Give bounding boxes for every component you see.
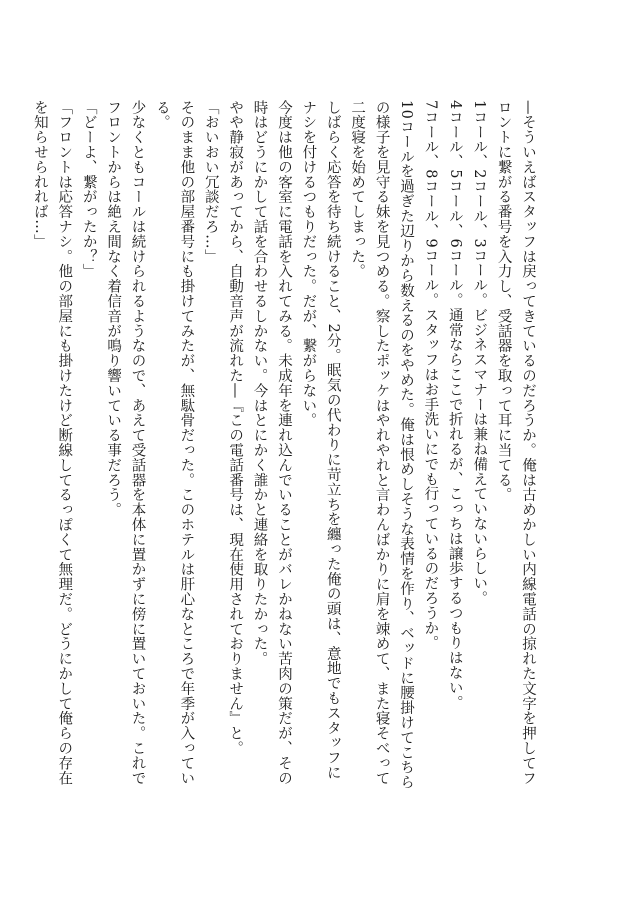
paragraph-8: やや静寂があってから、自動音声が流れた―『この電話番号は、現在使用されておりません』と。	[227, 100, 244, 756]
paragraph-3: 4コール、5コール、6コール。通常ならここで折れるが、こっちは譲歩するつもりはない。	[446, 100, 463, 710]
paragraph-5: 10コールを過ぎた辺りから数えるのをやめた。俺は恨めしそうな表情を作り、ベッドに腰掛けてこちらの様子を見守る妹を見つめる。察したポッケはやれやれと言わんばかりに肩を竦めて、また寝そべって二度寝を始めてしまった。	[349, 100, 414, 790]
paragraph-2: 1コール、2コール、3コール。ビジネスマナーは兼ね備えていないらしい。	[471, 100, 488, 606]
paragraph-6: しばらく応答を待ち続けること、2分。眠気の代わりに苛立ちを纏った俺の頭は、意地でもスタッフにナシを付けるつもりだった。だが、繋がらない。	[300, 100, 341, 781]
paragraph-9: 「おいおい冗談だろ…」	[202, 100, 219, 264]
paragraph-12: 「どーよ、繋がったか？」	[80, 100, 97, 279]
vertical-text-body	[27, 100, 540, 790]
paragraph-1: —そういえばスタッフは戻ってきているのだろうか。俺は古めかしい内線電話の掠れた文字を押してフロントに繋がる番号を入力し、受話器を取って耳に当てる。	[495, 100, 536, 786]
paragraph-7: 今度は他の客室に電話を入れてみる。未成年を連れ込んでいることがバレかねない苦肉の策だが、その時はどうにかして話を合わせるしかない。今はとにかく誰かと連絡を取りたかった。	[251, 100, 292, 786]
paragraph-13: 「フロントは応答ナシ。他の部屋にも掛けたけど断線してるっぽくて無理だ。どうにかして俺らの存在を知らせられれば…」	[31, 100, 73, 786]
paragraph-10: そのまま他の部屋番号にも掛けてみたが、無駄骨だった。このホテルは肝心なところで年季が入っている。	[153, 100, 195, 786]
paragraph-11: 少なくともコールは続けられるようなので、あえて受話器を本体に置かずに傍に置いておいた。これでフロントからは絶え間なく着信音が鳴り響いている事だろう。	[105, 100, 146, 786]
paragraph-4: 7コール、8コール、9コール。スタッフはお手洗いにでも行っているのだろうか。	[422, 100, 439, 651]
